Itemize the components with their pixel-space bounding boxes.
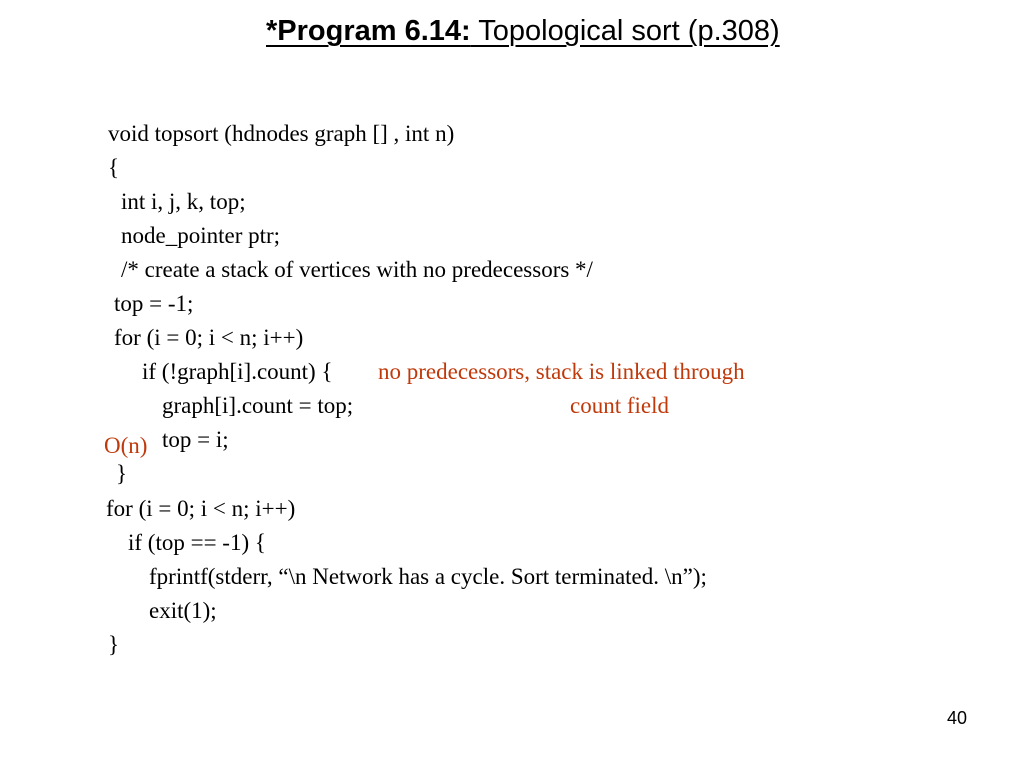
- code-line: top = i;: [162, 427, 229, 452]
- code-line: }: [116, 461, 128, 486]
- code-line: graph[i].count = top;: [162, 393, 354, 418]
- complexity-annotation: O(n): [104, 433, 148, 458]
- code-line: /* create a stack of vertices with no predecessors */: [121, 257, 593, 282]
- code-line: }: [108, 632, 120, 657]
- code-line: {: [108, 155, 120, 180]
- count-field-annotation: count field: [570, 393, 669, 418]
- stack-linked-annotation: no predecessors, stack is linked through: [378, 359, 745, 384]
- code-line: for (i = 0; i < n; i++): [106, 496, 296, 521]
- code-line: void topsort (hdnodes graph [] , int n): [108, 121, 455, 146]
- title-program-label: *Program 6.14:: [266, 15, 471, 47]
- code-line: if (top == -1) {: [128, 530, 266, 555]
- code-line: exit(1);: [149, 598, 217, 623]
- code-line: top = -1;: [114, 291, 194, 316]
- title-description: Topological sort (p.308): [470, 15, 780, 47]
- code-line: if (!graph[i].count) {: [142, 359, 333, 384]
- slide-title: [266, 12, 780, 50]
- page-number: 40: [946, 708, 967, 728]
- code-line: int i, j, k, top;: [121, 189, 246, 214]
- code-line: node_pointer ptr;: [121, 223, 281, 248]
- code-line: fprintf(stderr, “\n Network has a cycle. Sort terminated. \n”);: [149, 564, 707, 589]
- code-line: for (i = 0; i < n; i++): [114, 325, 304, 350]
